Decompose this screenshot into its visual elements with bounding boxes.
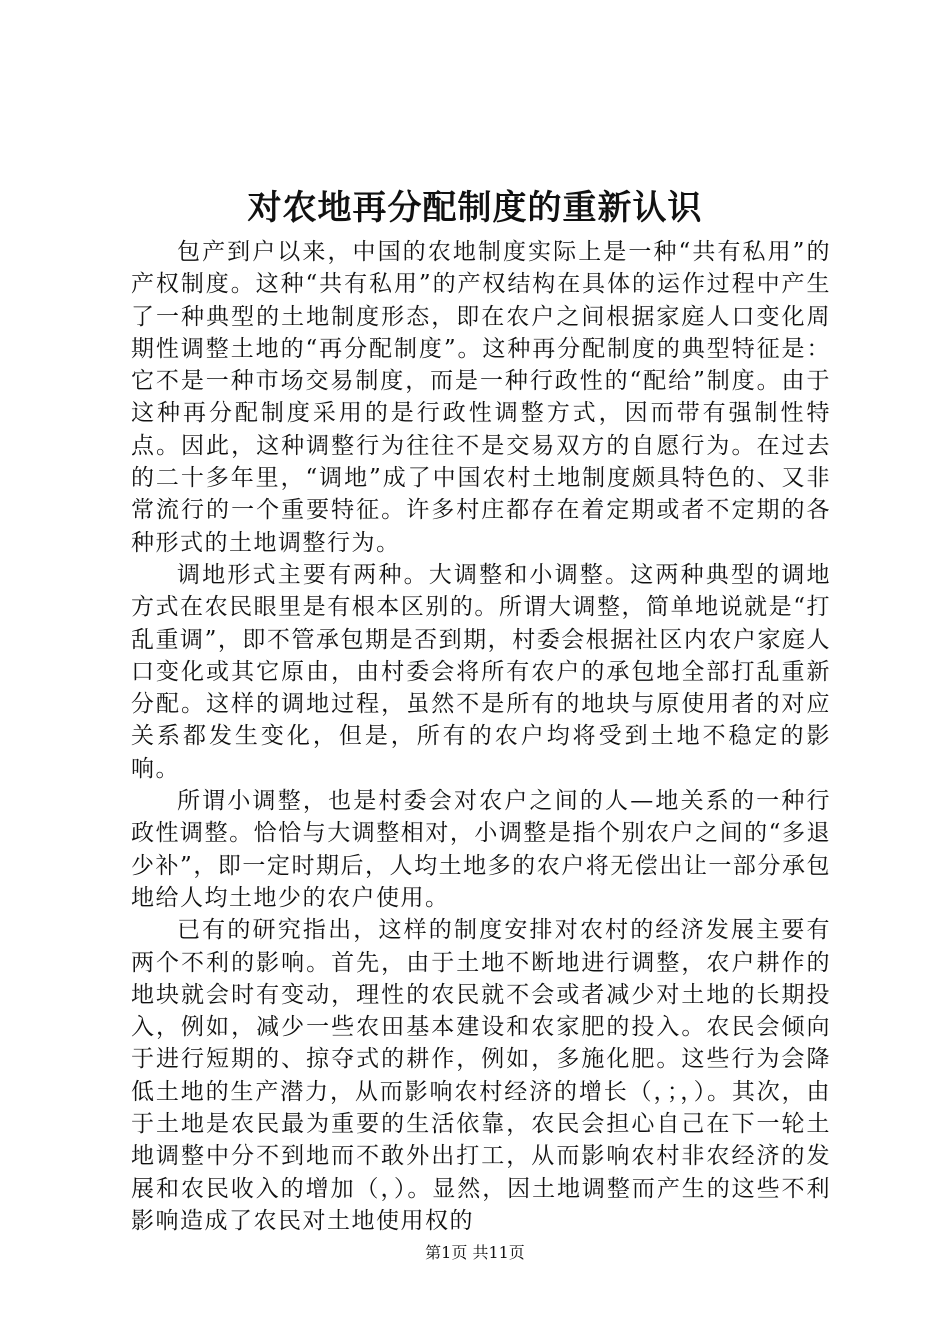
document-body [131, 236, 831, 1237]
paragraph: 所谓小调整，也是村委会对农户之间的人—地关系的一种行政性调整。恰恰与大调整相对，小调整是指个别农户之间的“多退少补”，即一定时期后，人均土地多的农户将无偿出让一部分承包地给人均土地少的农户使用。 [131, 788, 831, 911]
page-number-footer: 第1页 共11页 [425, 1243, 525, 1262]
document-title: 对农地再分配制度的重新认识 [247, 188, 703, 228]
paragraph: 包产到户以来，中国的农地制度实际上是一种“共有私用”的产权制度。这种“共有私用”的产权结构在具体的运作过程中产生了一种典型的土地制度形态，即在农户之间根据家庭人口变化周期性调整土地的“再分配制度”。这种再分配制度的典型特征是：它不是一种市场交易制度，而是一种行政性的“配给”制度。由于这种再分配制度采用的是行政性调整方式，因而带有强制性特点。因此，这种调整行为往往不是交易双方的自愿行为。在过去的二十多年里，“调地”成了中国农村土地制度颇具特色的、又非常流行的一个重要特征。许多村庄都存在着定期或者不定期的各种形式的土地调整行为。 [131, 239, 831, 556]
paragraph: 已有的研究指出，这样的制度安排对农村的经济发展主要有两个不利的影响。首先，由于土地不断地进行调整，农户耕作的地块就会时有变动，理性的农民就不会或者减少对土地的长期投入，例如，减少一些农田基本建设和农家肥的投入。农民会倾向于进行短期的、掠夺式的耕作，例如，多施化肥。这些行为会降低土地的生产潜力，从而影响农村经济的增长（，；，）。其次，由于土地是农民最为重要的生活依靠，农民会担心自己在下一轮土地调整中分不到地而不敢外出打工，从而影响农村非农经济的发展和农民收入的增加（，）。显然，因土地调整而产生的这些不利影响造成了农民对土地使用权的 [131, 917, 831, 1234]
paragraph: 调地形式主要有两种。大调整和小调整。这两种典型的调地方式在农民眼里是有根本区别的。所谓大调整，简单地说就是“打乱重调”，即不管承包期是否到期，村委会根据社区内农户家庭人口变化或其它原由，由村委会将所有农户的承包地全部打乱重新分配。这样的调地过程，虽然不是所有的地块与原使用者的对应关系都发生变化，但是，所有的农户均将受到土地不稳定的影响。 [131, 561, 831, 782]
